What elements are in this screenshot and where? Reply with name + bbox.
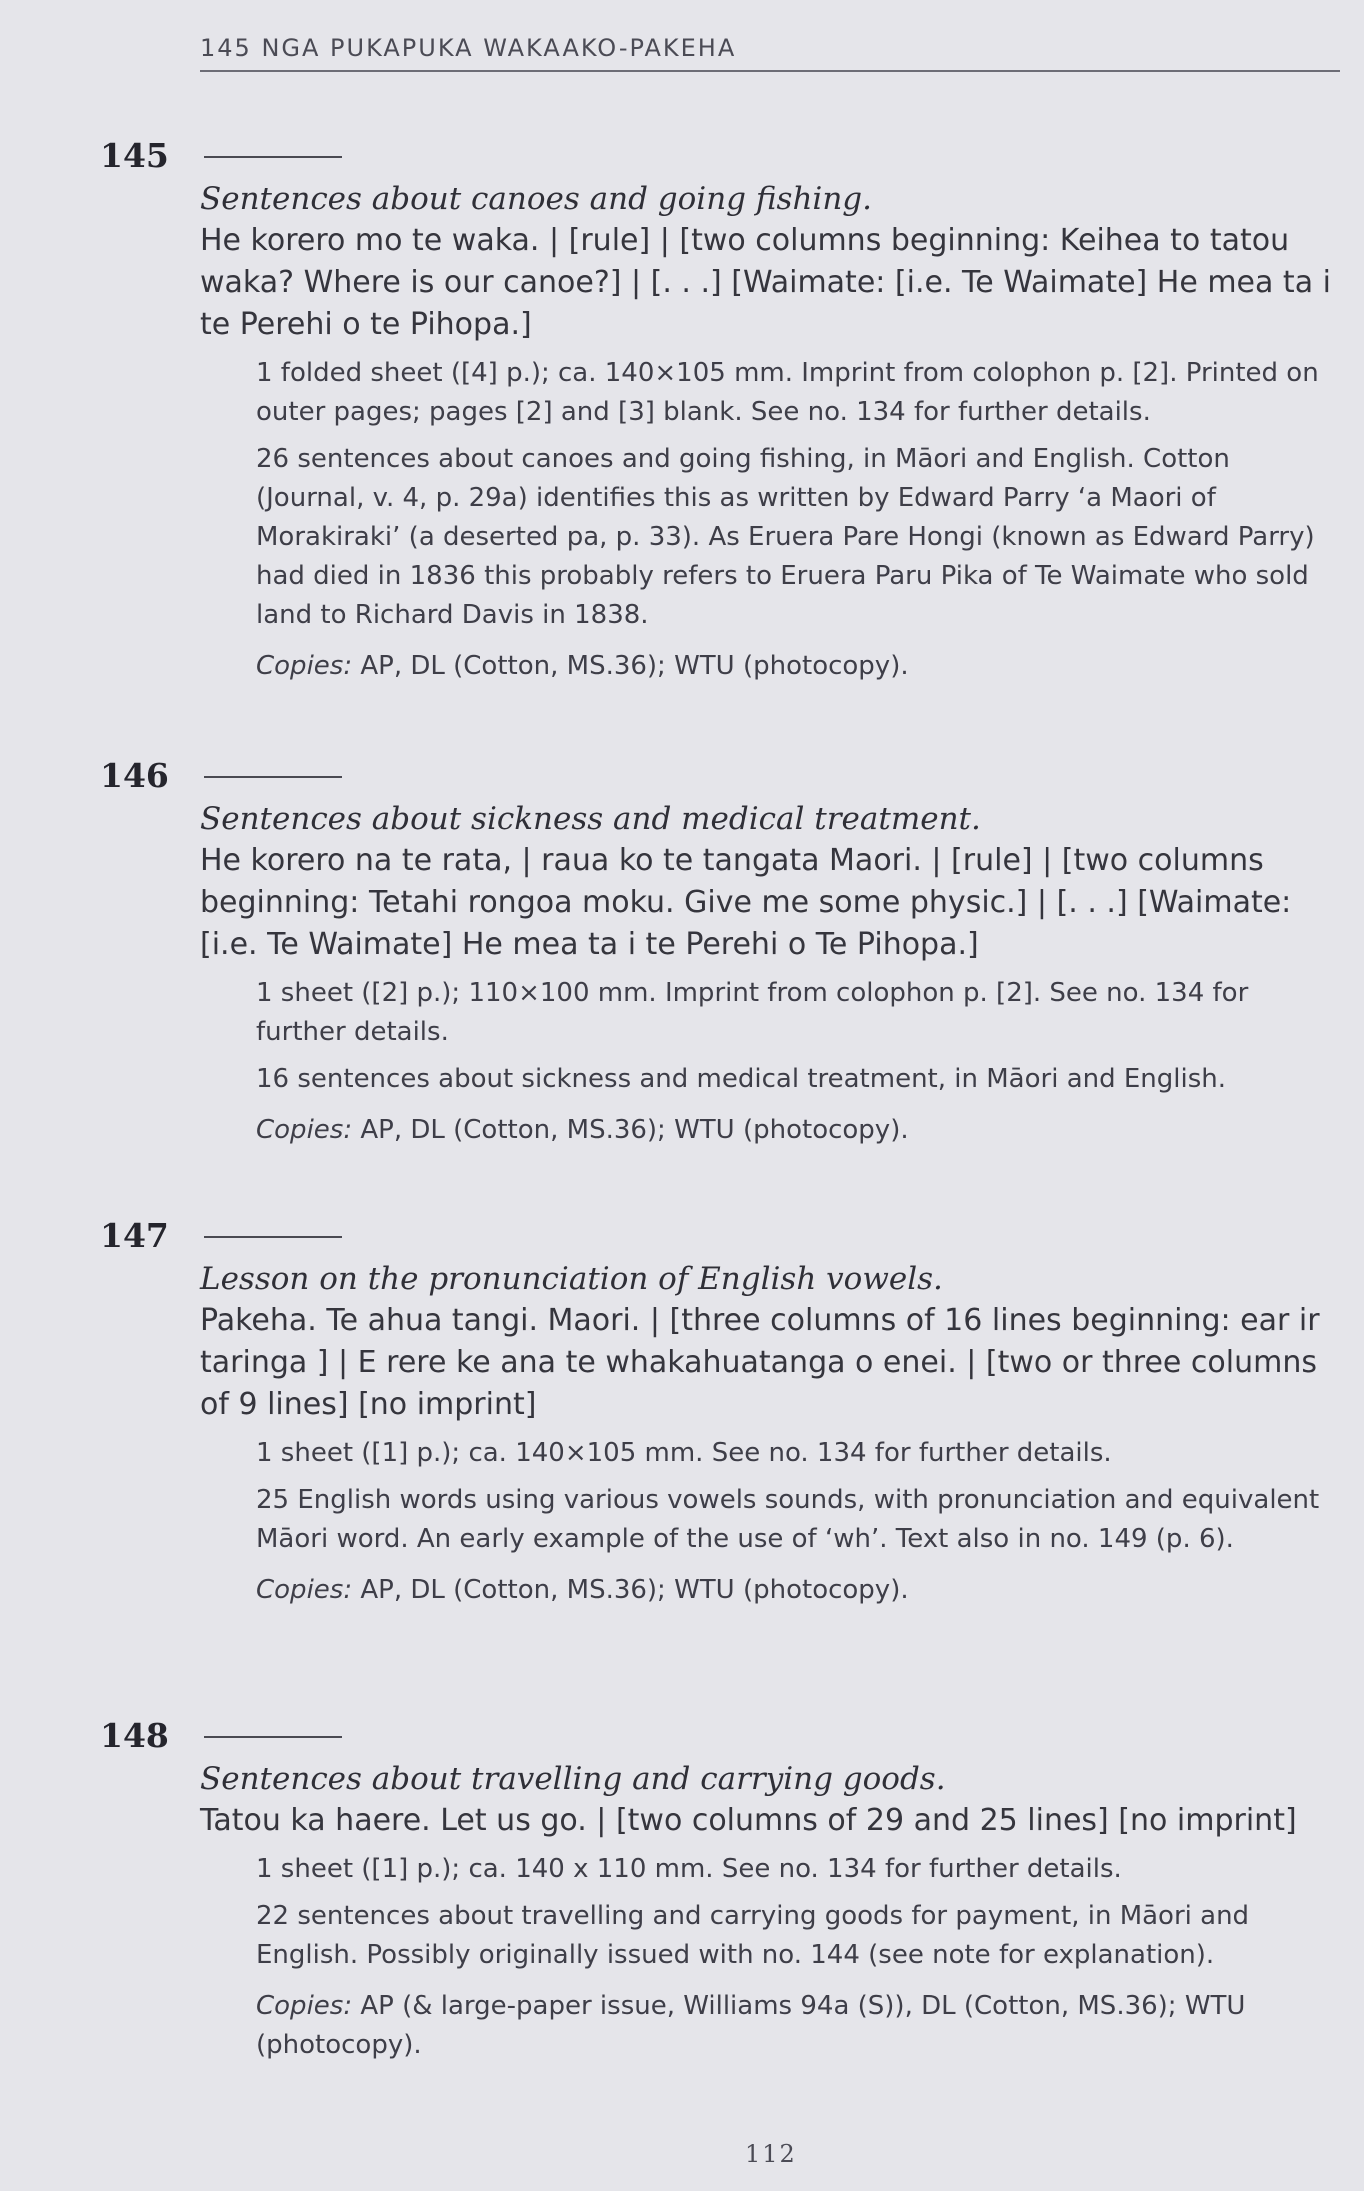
entry-number: 146	[100, 756, 169, 795]
entry-notes	[256, 1850, 1340, 2065]
entry-rule	[204, 1236, 342, 1238]
entry-heading	[100, 136, 1340, 178]
entry-rule	[204, 1736, 342, 1738]
entry-title: Sentences about canoes and going fishing.	[200, 181, 872, 217]
copies-line	[256, 1111, 1340, 1150]
copies-line	[256, 1987, 1340, 2065]
copies-label: Copies:	[256, 1115, 353, 1145]
entry-transcription: Tatou ka haere. Let us go. | [two columns of 29 and 25 lines] [no imprint]	[200, 1803, 1297, 1838]
entry-note: 16 sentences about sickness and medical treatment, in Māori and English.	[256, 1064, 1227, 1094]
physical-description: 1 folded sheet ([4] p.); ca. 140×105 mm. Imprint from colophon p. [2]. Printed on outer pages; pages [2] and [3] blank. See no. 134 for further details.	[256, 358, 1319, 427]
entry-notes	[256, 974, 1340, 1150]
entry-heading	[100, 1716, 1340, 1758]
copies-line	[256, 647, 1340, 686]
entry-note: 26 sentences about canoes and going fishing, in Māori and English. Cotton (Journal, v. 4, p. 29a) identifies this as written by Edward Parry ‘a Maori of Morakiraki’ (a deserted pa, p. 33). As Eruera Pare Hongi (known as Edward Parry) had died in 1836 this probably refers to Eruera Paru Pika of Te Waimate who sold land to Richard Davis in 1838.	[256, 444, 1315, 630]
entry-heading	[100, 1216, 1340, 1258]
entry-transcription: Pakeha. Te ahua tangi. Maori. | [three columns of 16 lines beginning: ear ir taringa ] | E rere ke ana te whakahuatanga o enei. | [two or three columns of 9 lines] [no imprint]	[200, 1303, 1320, 1422]
page-number: 112	[745, 2140, 797, 2168]
entry-body	[200, 178, 1340, 686]
physical-description: 1 sheet ([1] p.); ca. 140 x 110 mm. See no. 134 for further details.	[256, 1854, 1122, 1884]
physical-description: 1 sheet ([2] p.); 110×100 mm. Imprint from colophon p. [2]. See no. 134 for further details.	[256, 978, 1249, 1047]
entry-147	[100, 1216, 1340, 1610]
copies-holdings: AP, DL (Cotton, MS.36); WTU (photocopy).	[360, 1115, 909, 1145]
copies-holdings: AP (& large-paper issue, Williams 94a (S)), DL (Cotton, MS.36); WTU (photocopy).	[256, 1991, 1246, 2060]
entry-number: 145	[100, 136, 169, 175]
entry-notes	[256, 354, 1340, 686]
entry-title: Lesson on the pronunciation of English vowels.	[200, 1261, 943, 1297]
entry-transcription: He korero mo te waka. | [rule] | [two columns beginning: Keihea to tatou waka? Where is our canoe?] | [. . .] [Waimate: [i.e. Te Waimate] He mea ta i te Perehi o te Pihopa.]	[200, 223, 1331, 342]
copies-label: Copies:	[256, 1575, 353, 1605]
entry-145	[100, 136, 1340, 686]
entry-146	[100, 756, 1340, 1150]
copies-label: Copies:	[256, 1991, 353, 2021]
entry-148	[100, 1716, 1340, 2065]
running-header: 145 NGA PUKAPUKA WAKAAKO-PAKEHA	[200, 34, 1340, 72]
entry-heading	[100, 756, 1340, 798]
entry-rule	[204, 156, 342, 158]
entry-body	[200, 798, 1340, 1150]
physical-description: 1 sheet ([1] p.); ca. 140×105 mm. See no. 134 for further details.	[256, 1438, 1112, 1468]
entry-title: Sentences about travelling and carrying goods.	[200, 1761, 946, 1797]
entry-title: Sentences about sickness and medical treatment.	[200, 801, 981, 837]
entry-number: 147	[100, 1216, 169, 1255]
entry-body	[200, 1758, 1340, 2065]
entry-transcription: He korero na te rata, | raua ko te tangata Maori. | [rule] | [two columns beginning: Tetahi rongoa moku. Give me some physic.] | [. . .] [Waimate: [i.e. Te Waimate] He mea ta i te Perehi o Te Pihopa.]	[200, 843, 1292, 962]
entry-note: 25 English words using various vowels sounds, with pronunciation and equivalent Māori word. An early example of the use of ‘wh’. Text also in no. 149 (p. 6).	[256, 1485, 1320, 1554]
copies-holdings: AP, DL (Cotton, MS.36); WTU (photocopy).	[360, 1575, 909, 1605]
entry-body	[200, 1258, 1340, 1610]
entry-note: 22 sentences about travelling and carrying goods for payment, in Māori and English. Possibly originally issued with no. 144 (see note for explanation).	[256, 1901, 1250, 1970]
copies-label: Copies:	[256, 651, 353, 681]
entry-notes	[256, 1434, 1340, 1610]
copies-holdings: AP, DL (Cotton, MS.36); WTU (photocopy).	[360, 651, 909, 681]
copies-line	[256, 1571, 1340, 1610]
entry-number: 148	[100, 1716, 169, 1755]
entry-rule	[204, 776, 342, 778]
